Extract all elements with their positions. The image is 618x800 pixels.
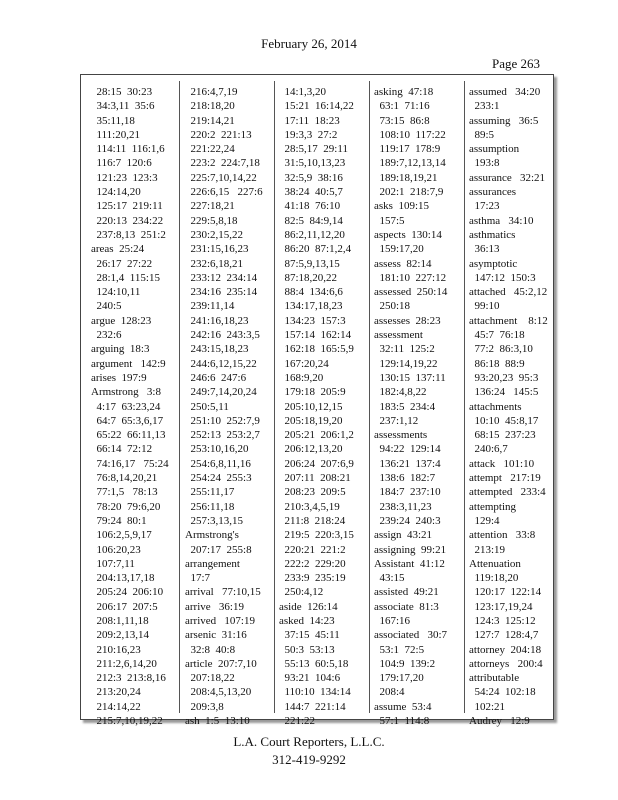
index-line: 134:17,18,23 [279, 300, 343, 313]
index-line: 89:5 [469, 128, 495, 141]
index-line: 206:24 207:6,9 [279, 457, 354, 470]
index-line: 88:4 134:6,6 [279, 286, 343, 299]
index-line: 64:7 65:3,6,17 [91, 414, 164, 427]
index-line: 157:5 [374, 214, 405, 227]
index-line: 32:5,9 38:16 [279, 171, 343, 184]
index-line: 14:1,3,20 [279, 86, 327, 98]
index-line: 237:8,13 251:2 [91, 228, 166, 241]
index-line: assessed 250:14 [374, 286, 448, 299]
index-line: 17:23 [469, 200, 500, 213]
index-line: 106:2,5,9,17 [91, 529, 152, 542]
index-line: 243:15,18,23 [185, 343, 249, 356]
index-column-5 [469, 85, 551, 728]
index-line: 209:2,13,14 [91, 629, 150, 642]
index-line: associate 81:3 [374, 600, 439, 613]
index-line: aside 126:14 [279, 600, 338, 613]
index-line: 193:8 [469, 157, 500, 170]
index-line: arguing 18:3 [91, 343, 150, 356]
index-line: 63:1 71:16 [374, 100, 430, 113]
index-line: 182:4,8,22 [374, 386, 427, 399]
index-line: 82:5 84:9,14 [279, 214, 343, 227]
index-line: attorney 204:18 [469, 643, 542, 656]
index-line: attributable [469, 672, 520, 685]
index-line: argue 128:23 [91, 314, 152, 327]
index-line: 54:24 102:18 [469, 686, 536, 699]
index-line: 111:20,21 [91, 128, 140, 141]
index-line: 210:3,4,5,19 [279, 500, 340, 513]
index-line: 233:1 [469, 100, 500, 113]
index-line: 136:21 137:4 [374, 457, 441, 470]
index-line: 233:12 234:14 [185, 271, 258, 284]
index-line: 220:13 234:22 [91, 214, 164, 227]
index-line: attached 45:2,12 [469, 286, 548, 299]
index-line: arrive 36:19 [185, 600, 244, 613]
index-line: arrived 107:19 [185, 614, 255, 627]
index-line: 207:18,22 [185, 672, 235, 685]
index-line: 215:7,10,19,22 [91, 715, 163, 728]
index-line: 232:6,18,21 [185, 257, 244, 270]
page-date: February 26, 2014 [261, 36, 357, 51]
index-line: 66:14 72:12 [91, 443, 153, 456]
index-line: assumed 34:20 [469, 86, 541, 98]
index-line: 17:7 [185, 572, 211, 585]
index-line: argument 142:9 [91, 357, 166, 370]
index-line: 87:5,9,13,15 [279, 257, 340, 270]
index-line: 144:7 221:14 [279, 700, 346, 713]
index-line: 210:16,23 [91, 643, 141, 656]
index-line: 181:10 227:12 [374, 271, 447, 284]
index-line: 28:15 30:23 [91, 86, 153, 98]
index-line: 32:11 125:2 [374, 343, 435, 356]
index-line: 26:17 27:22 [91, 257, 153, 270]
index-line: 254:6,8,11,16 [185, 457, 251, 470]
index-line: 242:16 243:3,5 [185, 329, 260, 342]
index-line: 120:17 122:14 [469, 586, 542, 599]
index-line: 239:24 240:3 [374, 514, 441, 527]
index-line: 121:23 123:3 [91, 171, 158, 184]
index-line: 209:3,8 [185, 700, 224, 713]
index-line: 233:9 235:19 [279, 572, 346, 585]
index-line: 127:7 128:4,7 [469, 629, 539, 642]
index-line: 167:16 [374, 614, 411, 627]
index-line: 162:18 165:5,9 [279, 343, 354, 356]
index-line: 255:11,17 [185, 486, 235, 499]
index-line: 4:17 63:23,24 [91, 400, 161, 413]
index-line: Audrey 12:9 [469, 715, 530, 728]
index-line: assisted 49:21 [374, 586, 439, 599]
index-line: 31:5,10,13,23 [279, 157, 346, 170]
index-line: 206:12,13,20 [279, 443, 343, 456]
index-line: 253:10,16,20 [185, 443, 249, 456]
index-line: assessments [374, 429, 428, 442]
index-line: 205:10,12,15 [279, 400, 343, 413]
index-line: 93:21 104:6 [279, 672, 341, 685]
index-line: 202:1 218:7,9 [374, 186, 444, 199]
index-line: 19:3,3 27:2 [279, 128, 338, 141]
index-line: Armstrong 3:8 [91, 386, 161, 399]
index-line: 94:22 129:14 [374, 443, 441, 456]
index-line: article 207:7,10 [185, 657, 257, 670]
index-line: 252:13 253:2,7 [185, 429, 260, 442]
index-line: 43:15 [374, 572, 405, 585]
index-line: 211:8 218:24 [279, 514, 346, 527]
index-line: 99:10 [469, 300, 500, 313]
index-line: attorneys 200:4 [469, 657, 543, 670]
index-line: 114:11 116:1,6 [91, 143, 165, 156]
index-line: 168:9,20 [279, 371, 324, 384]
index-line: 225:7,10,14,22 [185, 171, 257, 184]
index-line: 221:22 [279, 715, 316, 728]
index-line: attachment 8:12 [469, 314, 548, 327]
index-line: 223:2 224:7,18 [185, 157, 260, 170]
index-line: attempt 217:19 [469, 472, 541, 485]
index-line: 208:1,11,18 [91, 614, 149, 627]
index-line: 116:7 120:6 [91, 157, 152, 170]
index-column-4 [374, 85, 462, 728]
index-line: 220:21 221:2 [279, 543, 346, 556]
index-line: 213:19 [469, 543, 506, 556]
index-line: asymptotic [469, 257, 518, 270]
index-line: 214:14,22 [91, 700, 141, 713]
index-line: attack 101:10 [469, 457, 535, 470]
index-line: assume 53:4 [374, 700, 432, 713]
index-line: 10:10 45:8,17 [469, 414, 539, 427]
index-line: 206:17 207:5 [91, 600, 158, 613]
index-line: 17:11 18:23 [279, 114, 340, 127]
index-line: 240:5 [91, 300, 122, 313]
index-line: 221:22,24 [185, 143, 235, 156]
index-line: 251:10 252:7,9 [185, 414, 260, 427]
index-line: Assistant 41:12 [374, 557, 445, 570]
index-line: 125:17 219:11 [91, 200, 163, 213]
page-number: Page 263 [492, 56, 541, 71]
index-line: 77:1,5 78:13 [91, 486, 158, 499]
index-line: aspects 130:14 [374, 228, 442, 241]
index-line: 106:20,23 [91, 543, 141, 556]
index-line: 68:15 237:23 [469, 429, 536, 442]
index-line: 55:13 60:5,18 [279, 657, 349, 670]
index-line: 73:15 86:8 [374, 114, 430, 127]
index-line: 222:2 229:20 [279, 557, 346, 570]
index-line: 134:23 157:3 [279, 314, 346, 327]
index-line: 129:14,19,22 [374, 357, 438, 370]
index-line: 183:5 234:4 [374, 400, 436, 413]
index-line: 124:14,20 [91, 186, 141, 199]
index-line: 211:2,6,14,20 [91, 657, 157, 670]
index-line: 257:3,13,15 [185, 514, 244, 527]
index-line: arsenic 31:16 [185, 629, 247, 642]
index-line: 189:18,19,21 [374, 171, 438, 184]
index-line: 136:24 145:5 [469, 386, 539, 399]
index-line: Armstrong's [185, 529, 239, 542]
index-line: assuming 36:5 [469, 114, 539, 127]
footer-company: L.A. Court Reporters, L.L.C. [233, 734, 385, 749]
index-line: 207:11 208:21 [279, 472, 351, 485]
index-line: 157:14 162:14 [279, 329, 352, 342]
index-line: assigning 99:21 [374, 543, 447, 556]
index-line: 208:23 209:5 [279, 486, 346, 499]
index-line: 124:3 125:12 [469, 614, 536, 627]
index-line: 184:7 237:10 [374, 486, 441, 499]
index-line: arises 197:9 [91, 371, 147, 384]
index-line: 246:6 247:6 [185, 371, 247, 384]
index-box [80, 74, 554, 728]
index-line: 50:3 53:13 [279, 643, 335, 656]
index-line: 250:18 [374, 300, 411, 313]
index-line: asthmatics [469, 228, 516, 241]
index-line: 232:6 [91, 329, 122, 342]
index-line: 219:14,21 [185, 114, 235, 127]
index-line: 28:5,17 29:11 [279, 143, 348, 156]
index-line: 159:17,20 [374, 243, 424, 256]
index-line: 87:18,20,22 [279, 271, 338, 284]
index-line: 74:16,17 75:24 [91, 457, 169, 470]
index-line: asked 14:23 [279, 614, 335, 627]
index-line: arrival 77:10,15 [185, 586, 261, 599]
index-line: 57:1 114:8 [374, 715, 430, 728]
index-line: 205:21 206:1,2 [279, 429, 354, 442]
index-line: 239:11,14 [185, 300, 235, 313]
index-column-2 [185, 85, 269, 728]
index-line: 256:11,18 [185, 500, 235, 513]
index-line: associated 30:7 [374, 629, 448, 642]
column-divider [464, 81, 465, 713]
index-line: 227:18,21 [185, 200, 235, 213]
index-line: 205:18,19,20 [279, 414, 343, 427]
column-divider [274, 81, 275, 713]
index-line: 102:21 [469, 700, 506, 713]
index-line: 28:1,4 115:15 [91, 271, 160, 284]
index-line: assesses 28:23 [374, 314, 441, 327]
index-line: 254:24 255:3 [185, 472, 252, 485]
index-line: 238:3,11,23 [374, 500, 432, 513]
index-line: 45:7 76:18 [469, 329, 525, 342]
index-line: attempting [469, 500, 517, 513]
index-line: attachments [469, 400, 522, 413]
index-line: 250:5,11 [185, 400, 229, 413]
index-line: 147:12 150:3 [469, 271, 536, 284]
index-line: 216:4,7,19 [185, 86, 238, 98]
index-line: 32:8 40:8 [185, 643, 236, 656]
index-line: areas 25:24 [91, 243, 145, 256]
index-line: assign 43:21 [374, 529, 433, 542]
index-line: 250:4,12 [279, 586, 324, 599]
index-line: 179:17,20 [374, 672, 424, 685]
index-line: 36:13 [469, 243, 500, 256]
index-line: 104:9 139:2 [374, 657, 436, 670]
index-line: 231:15,16,23 [185, 243, 249, 256]
index-line: 234:16 235:14 [185, 286, 258, 299]
index-line: 107:7,11 [91, 557, 135, 570]
index-line: assurances [469, 186, 517, 199]
footer-phone: 312-419-9292 [272, 752, 346, 767]
index-line: 93:20,23 95:3 [469, 371, 539, 384]
index-line: 212:3 213:8,16 [91, 672, 166, 685]
index-line: 208:4 [374, 686, 405, 699]
index-column-1 [91, 85, 175, 728]
index-line: 123:17,19,24 [469, 600, 533, 613]
index-line: 249:7,14,20,24 [185, 386, 257, 399]
column-divider [179, 81, 180, 713]
index-line: assess 82:14 [374, 257, 432, 270]
index-line: 65:22 66:11,13 [91, 429, 166, 442]
index-line: ash 1:5 13:10 [185, 715, 250, 728]
index-line: 15:21 16:14,22 [279, 100, 354, 113]
index-column-3 [279, 85, 365, 728]
index-line: 205:24 206:10 [91, 586, 164, 599]
index-line: assumption [469, 143, 520, 156]
index-line: 86:2,11,12,20 [279, 228, 345, 241]
index-line: 240:6,7 [469, 443, 508, 456]
index-line: 244:6,12,15,22 [185, 357, 257, 370]
index-line: 237:1,12 [374, 414, 419, 427]
index-line: Attenuation [469, 557, 521, 570]
index-line: assurance 32:21 [469, 171, 546, 184]
column-divider [369, 81, 370, 713]
index-line: 119:17 178:9 [374, 143, 441, 156]
index-line: 78:20 79:6,20 [91, 500, 161, 513]
index-line: asking 47:18 [374, 86, 434, 98]
index-line: attention 33:8 [469, 529, 536, 542]
index-line: 208:4,5,13,20 [185, 686, 252, 699]
index-line: 79:24 80:1 [91, 514, 147, 527]
index-line: 207:17 255:8 [185, 543, 252, 556]
index-line: 167:20,24 [279, 357, 329, 370]
index-line: 37:15 45:11 [279, 629, 340, 642]
index-line: 86:20 87:1,2,4 [279, 243, 352, 256]
index-line: 129:4 [469, 514, 500, 527]
index-line: 35:11,18 [91, 114, 135, 127]
index-line: assessment [374, 329, 423, 342]
index-line: 34:3,11 35:6 [91, 100, 155, 113]
index-line: 230:2,15,22 [185, 228, 244, 241]
index-line: 220:2 221:13 [185, 128, 252, 141]
index-line: 138:6 182:7 [374, 472, 436, 485]
index-line: 213:20,24 [91, 686, 141, 699]
index-line: 119:18,20 [469, 572, 519, 585]
index-line: 110:10 134:14 [279, 686, 351, 699]
index-line: attempted 233:4 [469, 486, 546, 499]
index-line: 86:18 88:9 [469, 357, 525, 370]
index-line: 189:7,12,13,14 [374, 157, 446, 170]
index-line: 226:6,15 227:6 [185, 186, 263, 199]
index-line: asks 109:15 [374, 200, 429, 213]
index-line: 241:16,18,23 [185, 314, 249, 327]
index-line: 229:5,8,18 [185, 214, 238, 227]
index-line: 179:18 205:9 [279, 386, 346, 399]
index-line: arrangement [185, 557, 240, 570]
index-line: 218:18,20 [185, 100, 235, 113]
index-line: 77:2 86:3,10 [469, 343, 533, 356]
index-line: asthma 34:10 [469, 214, 534, 227]
index-line: 41:18 76:10 [279, 200, 341, 213]
index-line: 108:10 117:22 [374, 128, 446, 141]
index-line: 219:5 220:3,15 [279, 529, 354, 542]
index-line: 124:10,11 [91, 286, 141, 299]
index-line: 53:1 72:5 [374, 643, 425, 656]
index-line: 130:15 137:11 [374, 371, 446, 384]
index-line: 204:13,17,18 [91, 572, 155, 585]
index-line: 38:24 40:5,7 [279, 186, 343, 199]
index-line: 76:8,14,20,21 [91, 472, 158, 485]
